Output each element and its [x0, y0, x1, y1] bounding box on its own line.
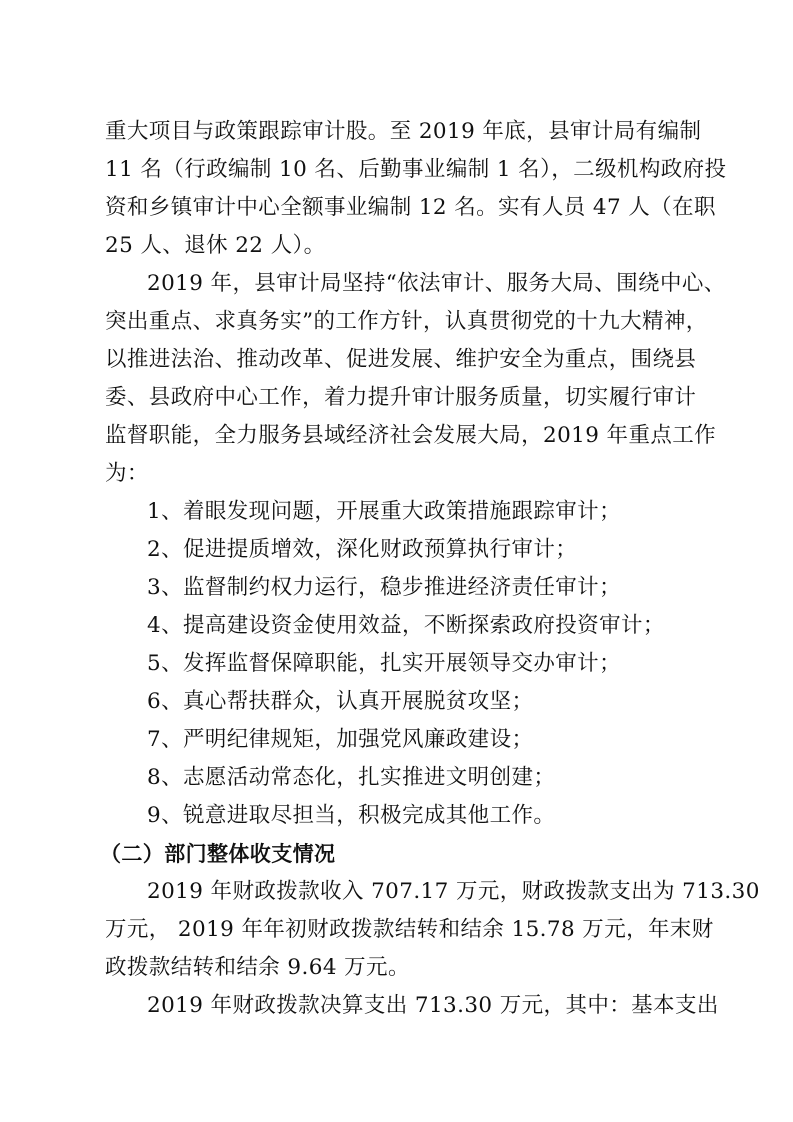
- work-item: 7、严明纪律规矩，加强党风廉政建设；: [147, 727, 534, 752]
- work-item: 9、锐意进取尽担当，积极完成其他工作。: [147, 803, 556, 828]
- paragraph2-line: 为：: [105, 461, 149, 486]
- work-item: 4、提高建设资金使用效益，不断探索政府投资审计；: [147, 613, 665, 638]
- work-item: 5、发挥监督保障职能，扎实开展领导交办审计；: [147, 651, 621, 676]
- work-item: 8、志愿活动常态化，扎实推进文明创建；: [147, 765, 556, 790]
- paragraph4-line: 2019 年财政拨款决算支出 713.30 万元，其中：基本支出: [147, 993, 719, 1018]
- paragraph2-line: 突出重点、求真务实”的工作方针，认真贯彻党的十九大精神，: [105, 309, 708, 334]
- paragraph2-line: 以推进法治、推动改革、促进发展、维护安全为重点，围绕县: [105, 347, 697, 372]
- paragraph3-line: 万元， 2019 年年初财政拨款结转和结余 15.78 万元，年末财: [105, 917, 714, 942]
- paragraph2-line: 2019 年，县审计局坚持“依法审计、服务大局、围绕中心、: [147, 271, 726, 296]
- work-item: 2、促进提质增效，深化财政预算执行审计；: [147, 537, 578, 562]
- paragraph1-line: 资和乡镇审计中心全额事业编制 12 名。实有人员 47 人（在职: [105, 195, 716, 220]
- paragraph1-line: 11 名（行政编制 10 名、后勤事业编制 1 名），二级机构政府投: [105, 157, 727, 182]
- work-item: 3、监督制约权力运行，稳步推进经济责任审计；: [147, 575, 621, 600]
- paragraph1-line: 25 人、退休 22 人）。: [105, 233, 326, 258]
- paragraph3-line: 政拨款结转和结余 9.64 万元。: [105, 955, 410, 980]
- paragraph3-line: 2019 年财政拨款收入 707.17 万元，财政拨款支出为 713.30: [147, 879, 760, 904]
- paragraph2-line: 委、县政府中心工作，着力提升审计服务质量，切实履行审计: [105, 385, 697, 410]
- paragraph1-line: 重大项目与政策跟踪审计股。至 2019 年底，县审计局有编制: [105, 119, 702, 144]
- section-heading: （二）部门整体收支情况: [100, 842, 336, 866]
- work-item: 1、着眼发现问题，开展重大政策措施跟踪审计；: [147, 499, 621, 524]
- paragraph2-line: 监督职能，全力服务县域经济社会发展大局，2019 年重点工作: [105, 423, 717, 448]
- work-item: 6、真心帮扶群众，认真开展脱贫攻坚；: [147, 689, 534, 714]
